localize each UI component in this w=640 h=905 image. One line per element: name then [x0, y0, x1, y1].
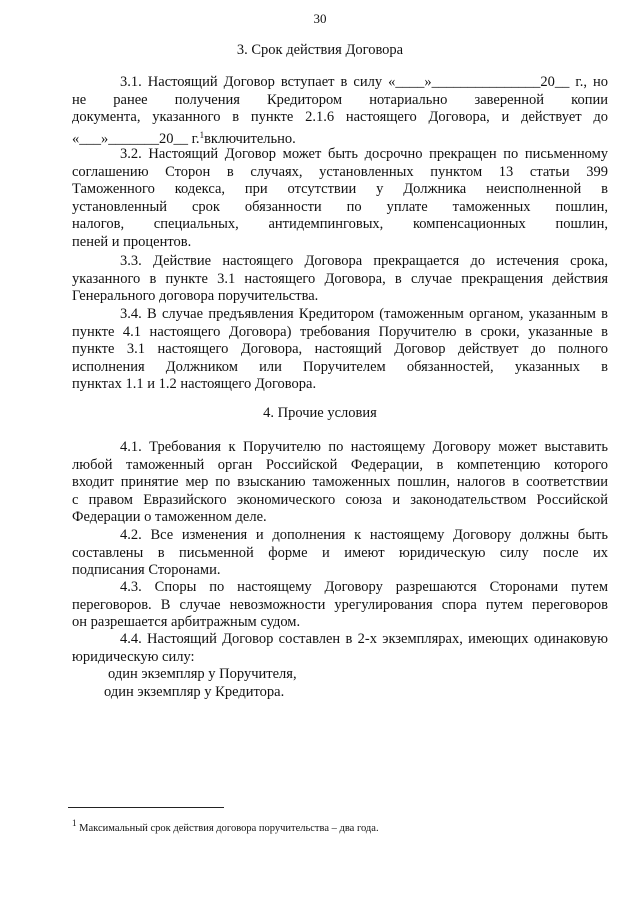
- copy-creditor: один экземпляр у Кредитора.: [104, 684, 285, 700]
- clause-3-2: 3.2. Настоящий Договор может быть досрочно прекращен по письменному соглашению Сторон в случаях, установленных пунктом 13 статьи 399 Таможенного кодекса, при отсутствии у Должника неисполненной в установленный срок обязанности по уплате таможенных пошлин, налогов, специальных, антидемпинговых, компенсационных пошлин, пеней и процентов.: [72, 146, 608, 250]
- clause-3-1: 3.1. Настоящий Договор вступает в силу «____»_______________20__ г., но не ранее получения Кредитором нотариально заверенной копии документа, указанного в пункте 2.1.6 настоящего Договора, и действует до «___»_______20__ г.$^1$включительно.: [72, 74, 608, 147]
- clause-4-4: 4.4. Настоящий Договор составлен в 2-х экземплярах, имеющих одинаковую юридическую силу:: [72, 631, 608, 665]
- footnote: [72, 818, 379, 834]
- page-number: 30: [313, 11, 327, 26]
- footnote-divider: [68, 807, 224, 808]
- clause-3-4: 3.4. В случае предъявления Кредитором (таможенным органом, указанным в пункте 4.1 настоящего Договора) требования Поручителю в сроки, указанные в пункте 3.1 настоящего Договора, настоящий Договор действует до полного исполнения Должником или Поручителем обязанностей, указанных в пунктах 1.1 и 1.2 настоящего Договора.: [72, 306, 608, 393]
- clause-3-3: 3.3. Действие настоящего Договора прекращается до истечения срока, указанного в пункте 3.1 настоящего Договора, в случае прекращения действия Генерального договора поручительства.: [72, 253, 608, 305]
- section-3-heading: 3. Срок действия Договора: [236, 42, 404, 58]
- copy-guarantor: один экземпляр у Поручителя,: [108, 666, 297, 682]
- clause-4-1: 4.1. Требования к Поручителю по настоящему Договору может выставить любой таможенный орган Российской Федерации, в компетенцию которого входит принятие мер по взысканию таможенных пошлин, налогов в соответствии с правом Евразийского экономического союза и законодательством Российской Федерации о таможенном деле.: [72, 439, 608, 526]
- clause-4-2: 4.2. Все изменения и дополнения к настоящему Договору должны быть составлены в письменной форме и имеют юридическую силу после их подписания Сторонами.: [72, 527, 608, 579]
- footnote-text: Максимальный срок действия договора поручительства – два года.: [79, 823, 379, 834]
- footnote-mark: 1: [72, 818, 77, 828]
- footnote-ref: 1: [199, 129, 205, 140]
- clause-4-3: 4.3. Споры по настоящему Договору разрешаются Сторонами путем переговоров. В случае невозможности урегулирования спора путем переговоров он разрешается арбитражным судом.: [72, 579, 608, 631]
- section-4-heading: 4. Прочие условия: [263, 405, 377, 421]
